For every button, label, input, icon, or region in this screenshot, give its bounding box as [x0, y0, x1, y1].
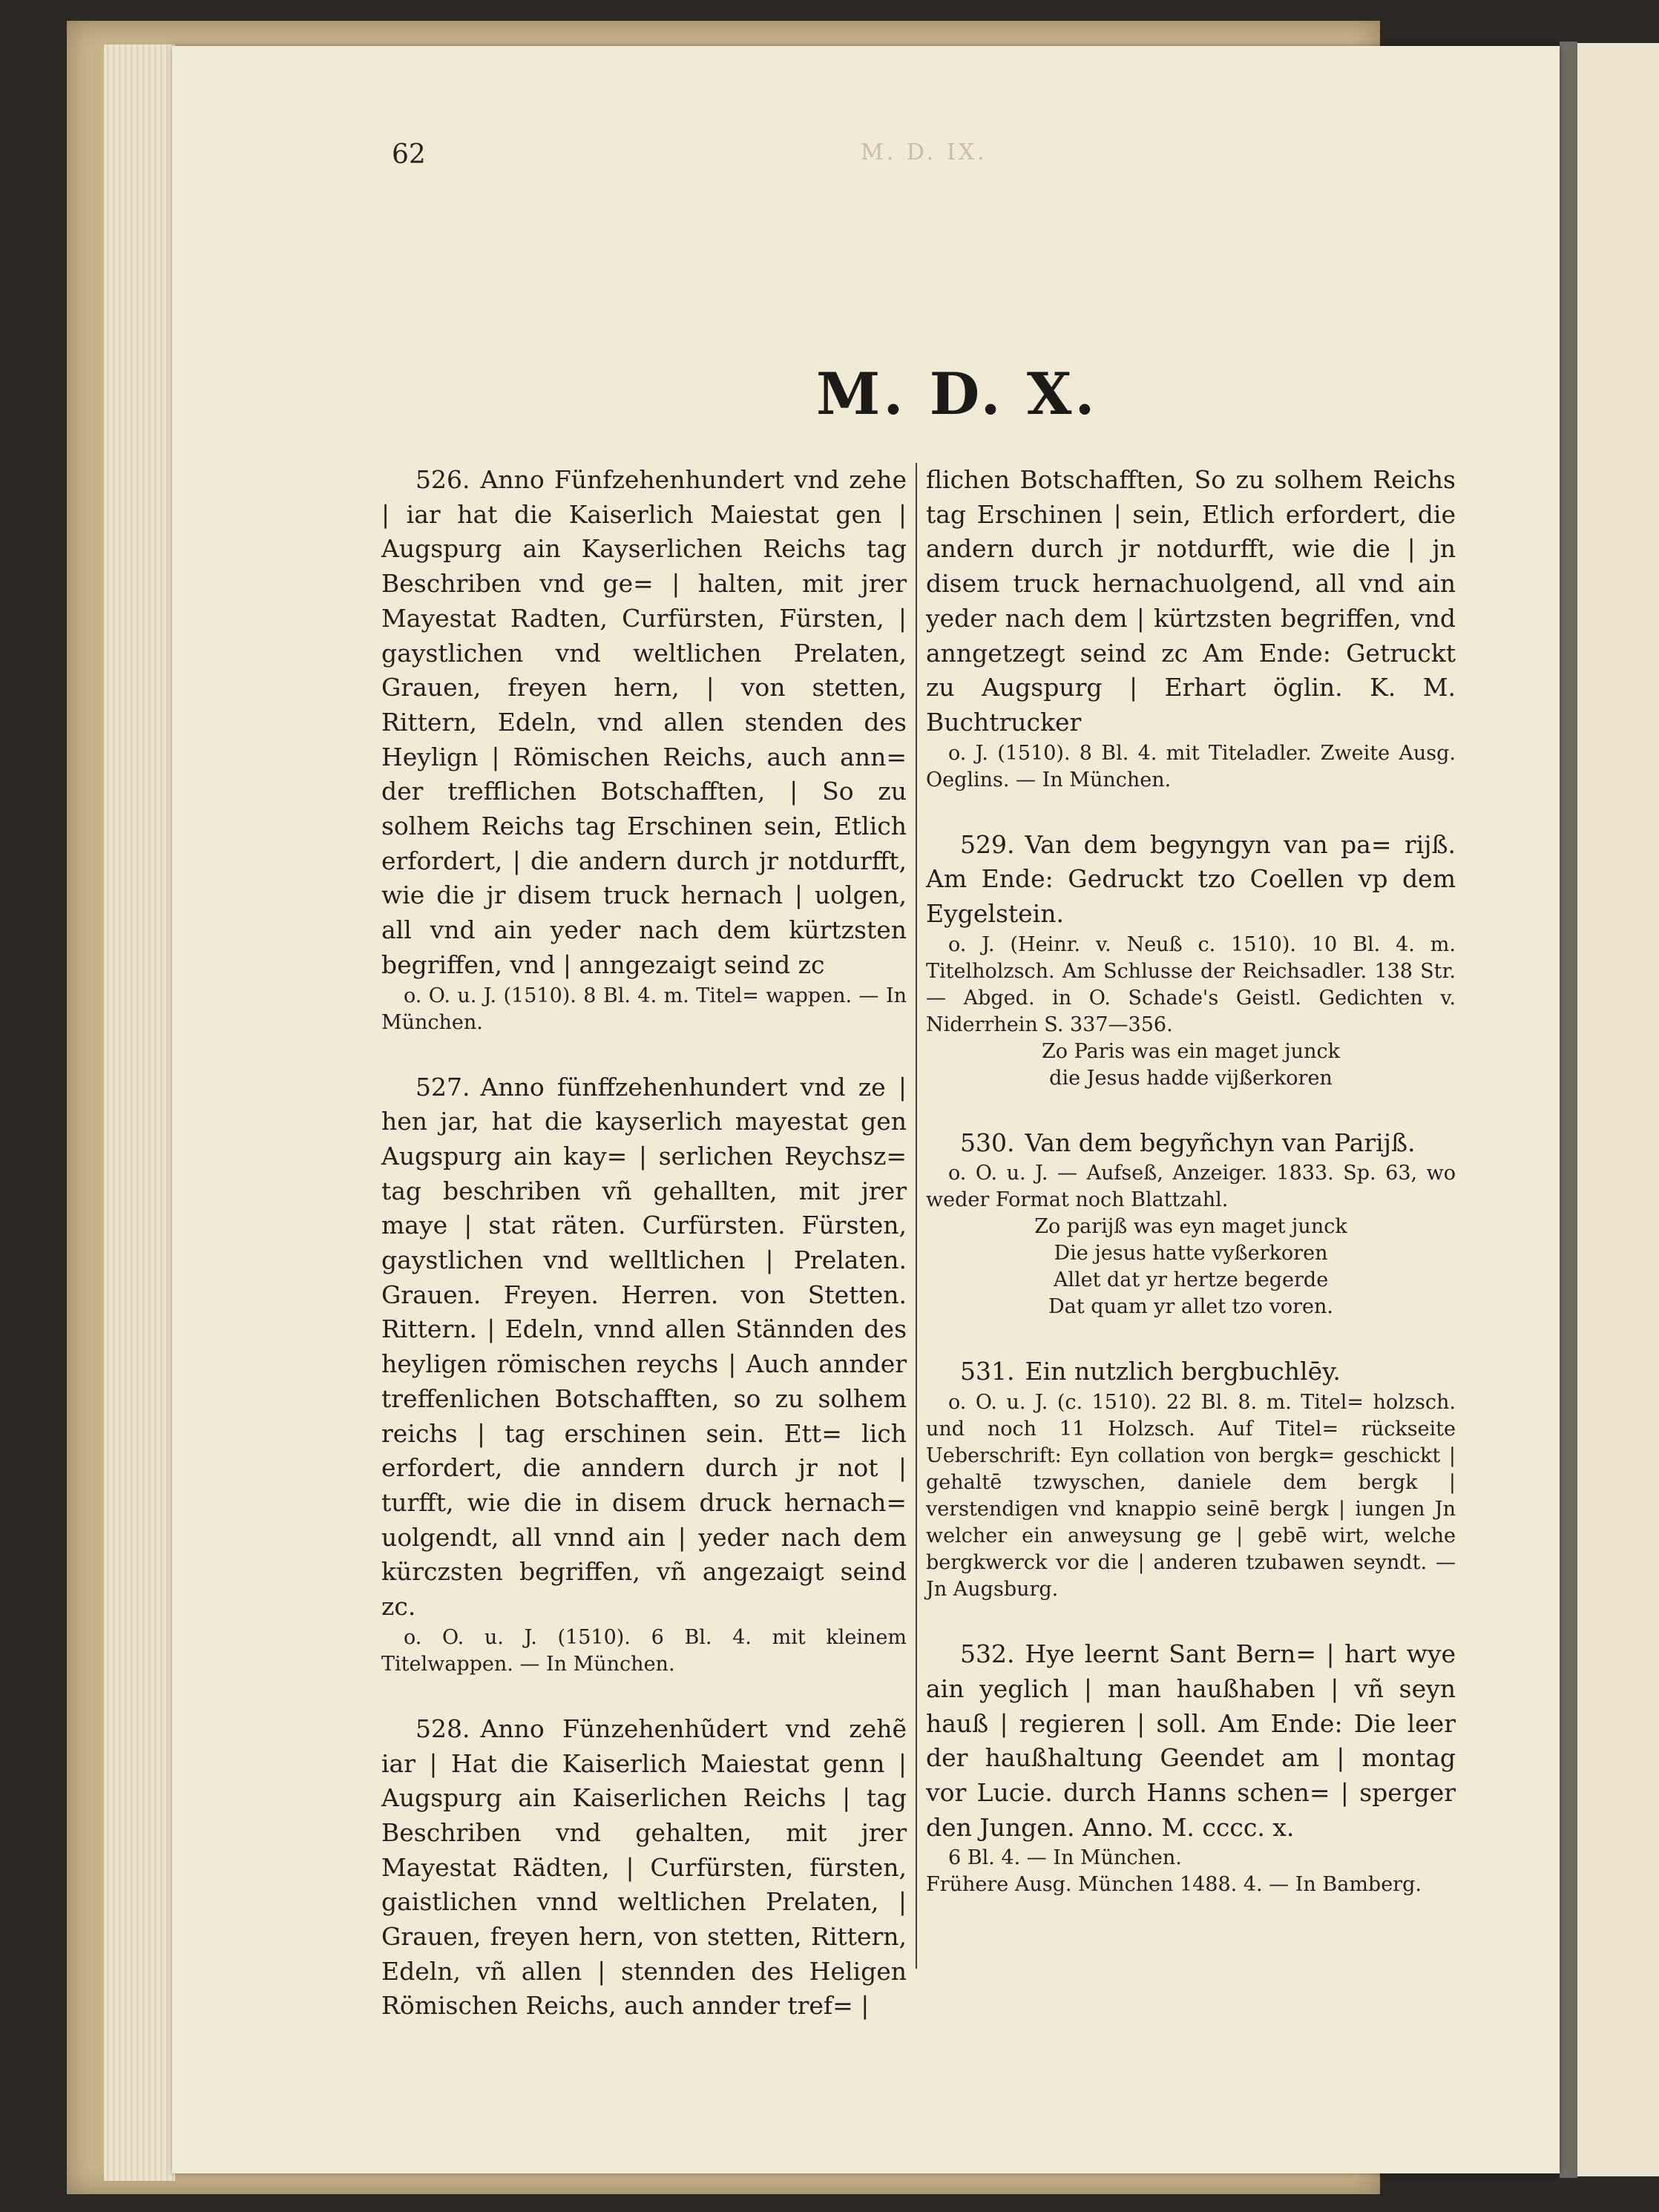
page-block-edge	[104, 45, 175, 2181]
bleed-through-heading: M. D. IX.	[861, 139, 988, 165]
entry-note: 6 Bl. 4. — In München.	[948, 1846, 1182, 1870]
entry-text: Van dem begyngyn van pa= rijß. Am Ende: Gedruckt tzo Coellen vp dem Eygelstein.	[926, 829, 1456, 929]
entry-text: Hye leernt Sant Bern= | hart wye ain yeglich | man haußhaben | vñ seyn hauß | regieren | soll. Am Ende: Die leer der haußhaltung Geendet am | montag vor Lucie. durch Hanns schen= | sperger den Jungen. Anno. M. cccc. x.	[926, 1639, 1456, 1842]
entry-note: o. O. u. J. — Aufseß, Anzeiger. 1833. Sp. 63, wo weder Format noch Blattzahl.	[926, 1162, 1456, 1212]
entry-526	[381, 463, 907, 1036]
page-number: 62	[392, 139, 426, 170]
entry-528	[381, 1712, 907, 2024]
right-column	[926, 463, 1456, 1898]
entry-text: flichen Botschafften, So zu solhem Reichs tag Erschinen | sein, Etlich erfordert, die andern durch jr notdurfft, wie die | jn disem truck hernachuolgend, all vnd ain yeder nach dem | kürtzsten begriffen, vnd anngetzegt seind zc Am Ende: Getruckt zu Augspurg | Erhart öglin. K. M. Buchtrucker	[926, 465, 1456, 737]
entry-note-secondary: Frühere Ausg. München 1488. 4. — In Bamberg.	[926, 1873, 1422, 1897]
entry-note: o. O. u. J. (c. 1510). 22 Bl. 8. m. Titel= holzsch. und noch 11 Holzsch. Auf Titel= rückseite Ueberschrift: Eyn collation von bergk= geschickt | gehaltē tzwyschen, daniele dem bergk | verstendigen vnd knappio seinē bergk | iungen Jn welcher ein anweysung ge | gebē wirt, welche bergkwerck vor die | anderen tzubawen seyndt. — Jn Augsburg.	[926, 1391, 1456, 1602]
entry-532	[926, 1637, 1456, 1898]
verse-line: Die jesus hatte vyßerkoren	[1054, 1242, 1328, 1265]
entry-number: 528.	[415, 1714, 470, 1743]
entry-529	[926, 828, 1456, 1092]
verse-line: Dat quam yr allet tzo voren.	[1048, 1295, 1333, 1319]
entry-text: Anno Fünzehenhũdert vnd zehẽ iar | Hat die Kaiserlich Maiestat genn | Augspurg ain Kaiserlichen Reichs | tag Beschriben vnd gehalten, mit jrer Mayestat Rädten, | Curfürsten, fürsten, gaistlichen vnnd weltlichen Prelaten, | Grauen, freyen hern, von stetten, Rittern, Edeln, vñ allen | stennden des Heligen Römischen Reichs, auch annder tref= |	[381, 1714, 907, 2021]
entry-number: 532.	[960, 1639, 1015, 1669]
entry-number: 527.	[415, 1072, 470, 1102]
verse-line: die Jesus hadde vijßerkoren	[1049, 1066, 1333, 1090]
column-rule	[916, 463, 917, 1969]
entry-text: Anno fünffzehenhundert vnd ze | hen jar, hat die kayserlich mayestat gen Augspurg ain kay= | serlichen Reychsz= tag beschriben vñ gehallten, mit jrer maye | stat räten. Curfürsten. Fürsten, gaystlichen vnd welltlichen | Prelaten. Grauen. Freyen. Herren. von Stetten. Rittern. | Edeln, vnnd allen Stännden des heyligen römischen reychs | Auch annder treffenlichen Botschafften, so zu solhem reichs | tag erschinen sein. Ett= lich erfordert, die anndern durch jr not | turfft, wie die in disem druck hernach= uolgendt, all vnnd ain | yeder nach dem kürczsten begriffen, vñ angezaigt seind zc.	[381, 1072, 907, 1622]
entry-number: 530.	[960, 1128, 1015, 1157]
entry-text: Van dem begyñchyn van Parijß.	[1025, 1128, 1416, 1157]
verse-line: Zo Paris was ein maget junck	[1042, 1039, 1340, 1063]
entry-note: o. O. u. J. (1510). 6 Bl. 4. mit kleinem Titelwappen. — In München.	[381, 1625, 907, 1676]
entry-number: 529.	[960, 829, 1015, 859]
entry-530	[926, 1126, 1456, 1321]
entry-527	[381, 1070, 907, 1678]
entry-text: Anno Fünfzehenhundert vnd zehe | iar hat die Kaiserlich Maiestat gen | Augspurg ain Kayserlichen Reichs tag Beschriben vnd ge= | halten, mit jrer Mayestat Radten, Curfürsten, Fürsten, | gaystlichen vnd weltlichen Prelaten, Grauen, freyen hern, | von stetten, Rittern, Edeln, vnd allen stenden des Heylign | Römischen Reichs, auch ann= der trefflichen Botschafften, | So zu solhem Reichs tag Erschinen sein, Etlich erfordert, | die andern durch jr notdurfft, wie die jr disem truck hernach | uolgen, all vnd ain yeder nach dem kürtzsten begriffen, vnd | anngezaigt seind zc	[381, 465, 907, 979]
facing-page-edge	[1577, 43, 1659, 2176]
verse-line: Allet dat yr hertze begerde	[1053, 1268, 1329, 1292]
entry-note: o. O. u. J. (1510). 8 Bl. 4. m. Titel= wappen. — In München.	[381, 984, 907, 1034]
entry-note: o. J. (1510). 8 Bl. 4. mit Titeladler. Zweite Ausg. Oeglins. — In München.	[926, 741, 1456, 791]
entry-text: Ein nutzlich bergbuchlēy.	[1025, 1357, 1341, 1386]
section-title: M. D. X.	[816, 361, 1098, 428]
entry-number: 531.	[960, 1357, 1015, 1386]
entry-note: o. J. (Heinr. v. Neuß c. 1510). 10 Bl. 4. m. Titelholzsch. Am Schlusse der Reichsadler. 138 Str. — Abged. in O. Schade's Geistl. Gedichten v. Niderrhein S. 337—356.	[926, 932, 1456, 1036]
entry-528-continued	[926, 463, 1456, 794]
book-spine-shadow	[1560, 42, 1577, 2178]
entry-531	[926, 1354, 1456, 1603]
left-column	[381, 463, 907, 2024]
verse-line: Zo parijß was eyn maget junck	[1034, 1215, 1347, 1239]
entry-number: 526.	[415, 465, 470, 494]
